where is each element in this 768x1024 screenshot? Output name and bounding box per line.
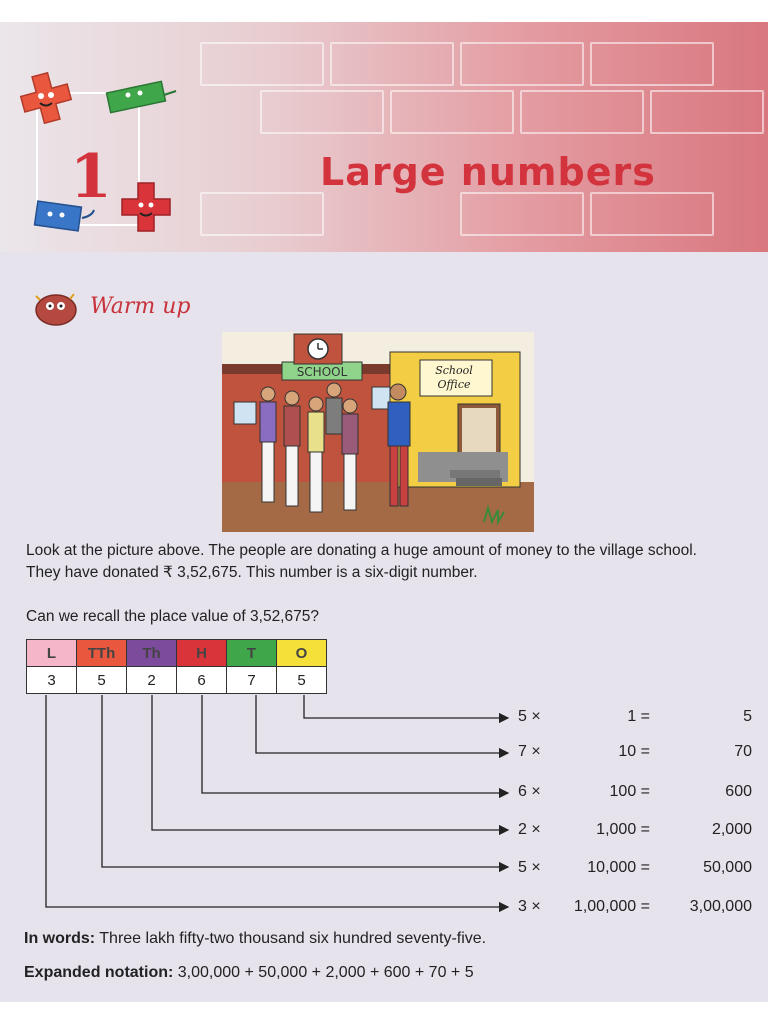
place-header-thousands: Th	[127, 640, 177, 667]
expanded-notation-label: Expanded notation:	[24, 964, 174, 981]
row-tens-place: 10 =	[618, 743, 650, 760]
row-thousands-place: 1,000 =	[596, 821, 650, 838]
row-hundreds-multiplier: 6 ×	[518, 783, 541, 800]
row-hundreds-result: 600	[725, 783, 752, 800]
place-value-connector-lines	[0, 22, 768, 1002]
place-header-lakh: L	[27, 640, 77, 667]
school-sign: SCHOOL	[296, 365, 348, 379]
in-words-label: In words:	[24, 930, 96, 947]
digit-tens: 7	[227, 667, 277, 694]
office-sign-line1: School	[435, 364, 473, 377]
connector-ones	[304, 695, 508, 718]
row-ten-thousands-place: 10,000 =	[587, 859, 650, 876]
connector-hundreds	[202, 695, 508, 793]
digit-lakh: 3	[27, 667, 77, 694]
office-sign-line2: Office	[437, 378, 471, 391]
place-header-ones: O	[277, 640, 327, 667]
intro-paragraph: Look at the picture above. The people are donating a huge amount of money to the village school. They have donated ₹ 3,52,675. This number is a six-digit number.	[26, 542, 697, 581]
row-tens-result: 70	[734, 743, 752, 760]
chapter-title: Large numbers	[320, 150, 656, 194]
place-header-ten-thousands: TTh	[77, 640, 127, 667]
row-thousands-result: 2,000	[711, 821, 752, 838]
digit-ones: 5	[277, 667, 327, 694]
connector-lakh	[46, 695, 508, 907]
row-lakh-result: 3,00,000	[689, 898, 752, 915]
row-tens-multiplier: 7 ×	[518, 743, 541, 760]
warm-up-heading: Warm up	[90, 294, 191, 319]
row-lakh-place: 1,00,000 =	[573, 898, 650, 915]
row-ten-thousands-multiplier: 5 ×	[518, 859, 541, 876]
digit-thousands: 2	[127, 667, 177, 694]
row-ones-multiplier: 5 ×	[518, 708, 541, 725]
textbook-page	[0, 22, 768, 1002]
place-value-question: Can we recall the place value of 3,52,675?	[26, 608, 319, 625]
digit-ten-thousands: 5	[77, 667, 127, 694]
in-words-text: Three lakh fifty-two thousand six hundred seventy-five.	[95, 930, 487, 947]
row-hundreds-place: 100 =	[609, 783, 650, 800]
row-thousands-multiplier: 2 ×	[518, 821, 541, 838]
row-ones-place: 1 =	[627, 708, 650, 725]
expanded-notation-line	[24, 964, 474, 982]
connector-tens	[256, 695, 508, 753]
place-header-tens: T	[227, 640, 277, 667]
digit-hundreds: 6	[177, 667, 227, 694]
row-ones-result: 5	[743, 708, 752, 725]
expanded-notation-text: 3,00,000 + 50,000 + 2,000 + 600 + 70 + 5	[173, 964, 474, 981]
chapter-number: 1	[70, 142, 112, 212]
row-lakh-multiplier: 3 ×	[518, 898, 541, 915]
row-ten-thousands-result: 50,000	[703, 859, 752, 876]
connector-thousands	[152, 695, 508, 830]
connector-ten-thousands	[102, 695, 508, 867]
in-words-line	[24, 930, 486, 948]
place-header-hundreds: H	[177, 640, 227, 667]
